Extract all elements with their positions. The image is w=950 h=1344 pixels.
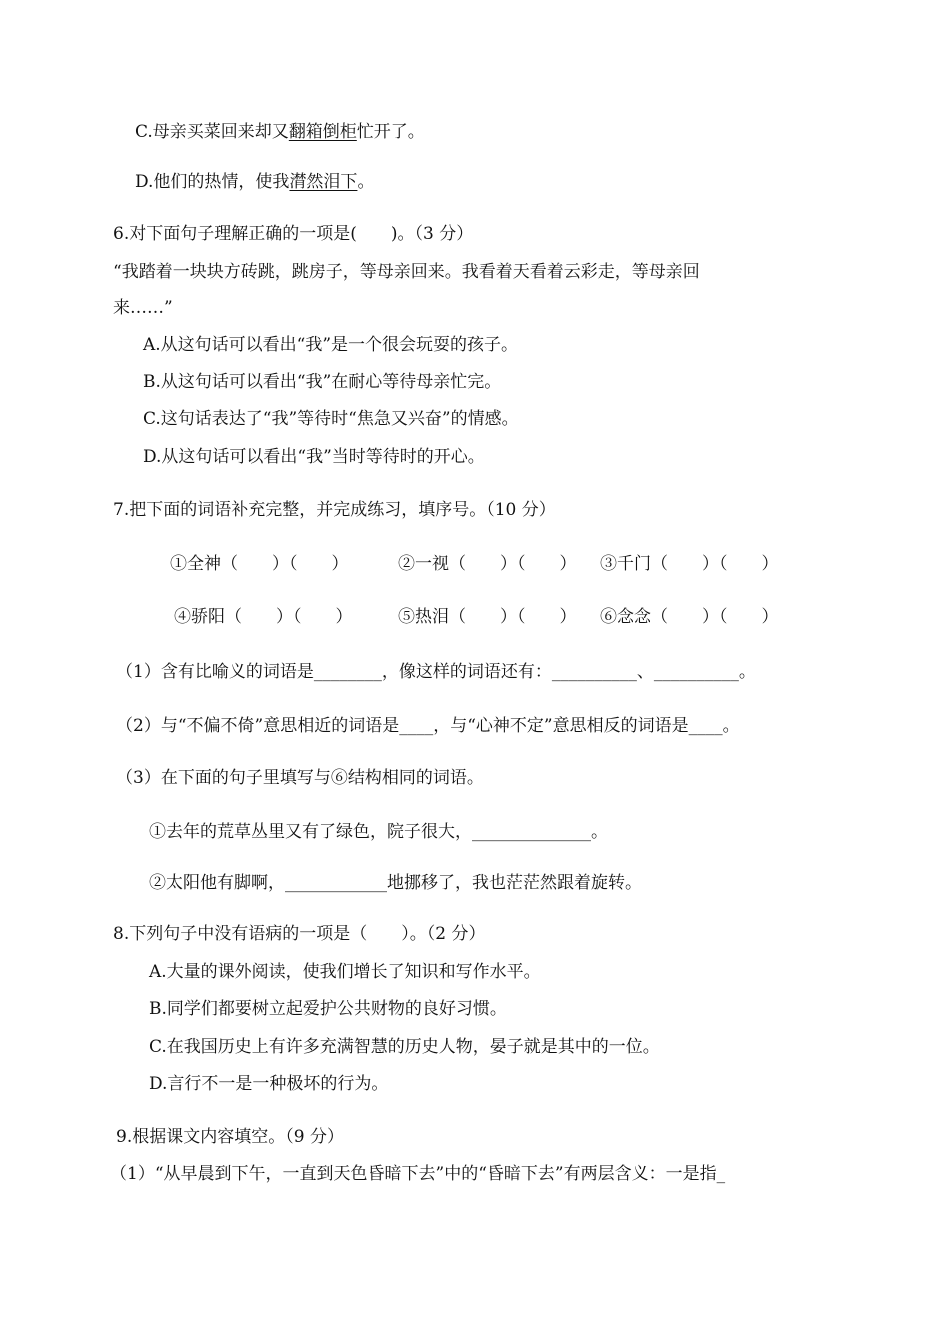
q5-option-d-prefix: D.他们的热情，使我 — [135, 172, 290, 192]
q7-sub3: （3）在下面的句子里填写与⑥结构相同的词语。 — [116, 768, 484, 788]
q6-quote-line1: “我踏着一块块方砖跳，跳房子，等母亲回来。我看着天看着云彩走，等母亲回 — [113, 262, 700, 282]
q6-quote-line2: 来……” — [113, 298, 173, 318]
q7-sentence-2: ②太阳他有脚啊，____________地挪移了，我也茫茫然跟着旋转。 — [149, 873, 642, 893]
q7-word-2: ②一视（ ）（ ） — [398, 554, 577, 574]
q7-word-6: ⑥念念（ ）（ ） — [600, 607, 779, 627]
q6-option-a: A.从这句话可以看出“我”是一个很会玩耍的孩子。 — [143, 335, 519, 355]
q9-stem: 9.根据课文内容填空。（9 分） — [116, 1127, 344, 1147]
q5-option-d — [135, 170, 374, 194]
q6-stem: 6.对下面句子理解正确的一项是( )。（3 分） — [113, 224, 474, 244]
q7-sub1: （1）含有比喻义的词语是________，像这样的词语还有：__________、__________。 — [116, 662, 756, 682]
q8-option-c: C.在我国历史上有许多充满智慧的历史人物，晏子就是其中的一位。 — [149, 1037, 660, 1057]
q7-sub2: （2）与“不偏不倚”意思相近的词语是____，与“心神不定”意思相反的词语是____。 — [116, 716, 740, 736]
q8-option-a: A.大量的课外阅读，使我们增长了知识和写作水平。 — [149, 962, 541, 982]
q8-option-b: B.同学们都要树立起爱护公共财物的良好习惯。 — [149, 999, 507, 1019]
q6-option-d: D.从这句话可以看出“我”当时等待时的开心。 — [143, 447, 485, 467]
q6-option-b: B.从这句话可以看出“我”在耐心等待母亲忙完。 — [143, 372, 502, 392]
q7-word-3: ③千门（ ）（ ） — [600, 554, 779, 574]
q5-option-c-suffix: 忙开了。 — [356, 122, 425, 142]
q5-option-c-prefix: C.母亲买菜回来却又 — [135, 122, 289, 142]
q8-stem: 8.下列句子中没有语病的一项是（ ）。（2 分） — [113, 924, 486, 944]
q5-option-d-suffix: 。 — [357, 172, 375, 192]
q5-option-d-underlined: 潸然泪下 — [289, 172, 358, 192]
q8-option-d: D.言行不一是一种极坏的行为。 — [149, 1074, 389, 1094]
q5-option-c-underlined: 翻箱倒柜 — [288, 122, 357, 142]
q9-sub1: （1）“从早晨到下午，一直到天色昏暗下去”中的“昏暗下去”有两层含义：一是指_ — [110, 1164, 726, 1184]
q7-word-5: ⑤热泪（ ）（ ） — [398, 607, 577, 627]
q7-word-4: ④骄阳（ ）（ ） — [174, 607, 353, 627]
q7-sentence-1: ①去年的荒草丛里又有了绿色，院子很大，______________。 — [149, 822, 608, 842]
q7-word-1: ①全神（ ）（ ） — [170, 554, 349, 574]
q7-stem: 7.把下面的词语补充完整，并完成练习，填序号。（10 分） — [113, 500, 556, 520]
q6-option-c: C.这句话表达了“我”等待时“焦急又兴奋”的情感。 — [143, 409, 519, 429]
q5-option-c — [135, 120, 425, 144]
